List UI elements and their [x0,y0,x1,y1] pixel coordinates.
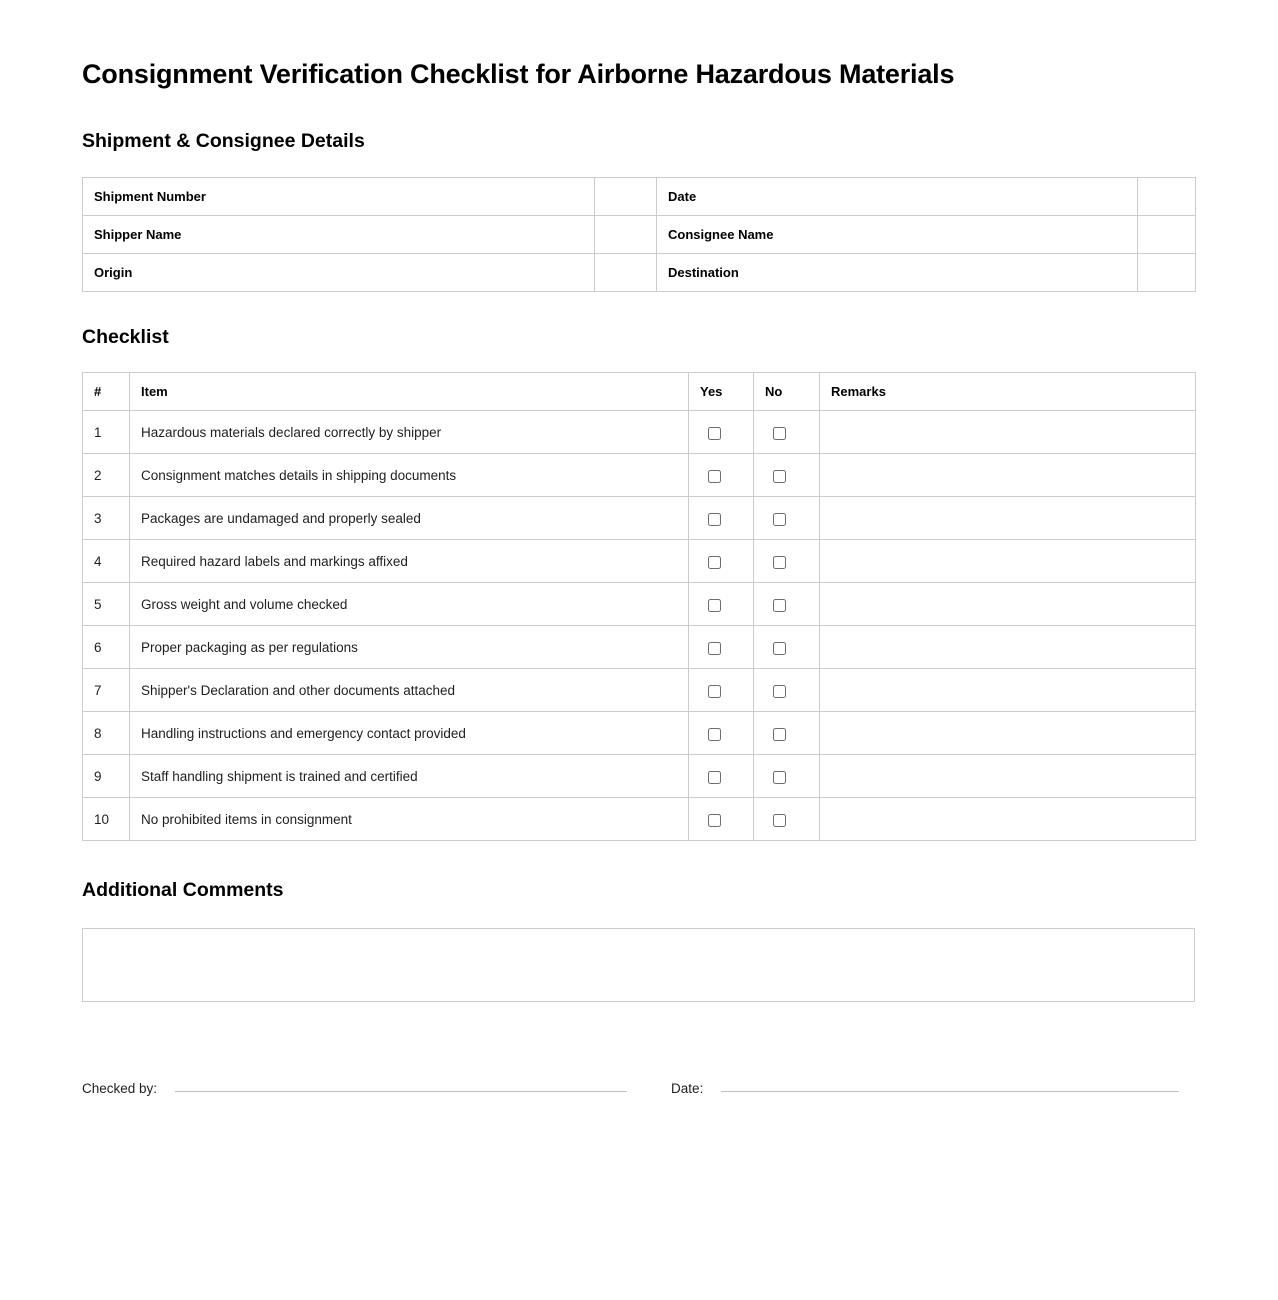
checklist-row-yes-cell [689,497,754,540]
checklist-table [82,372,1196,841]
checklist-row-no-cell [754,497,820,540]
checkbox-yes[interactable] [708,513,721,526]
column-header-no: No [754,373,820,411]
checkbox-yes[interactable] [708,771,721,784]
checklist-row-yes-cell [689,712,754,755]
column-header-number: # [83,373,130,411]
checklist-row-no-cell [754,798,820,841]
shipment-details-table [82,177,1196,292]
checkbox-yes[interactable] [708,427,721,440]
checklist-row-no-cell [754,712,820,755]
destination-label: Destination [657,253,1138,291]
checklist-row-yes-cell [689,454,754,497]
checklist-row-number: 4 [83,540,130,583]
checklist-row-no-cell [754,755,820,798]
checklist-row-number: 9 [83,755,130,798]
checkbox-yes[interactable] [708,599,721,612]
signature-date-input[interactable] [721,1091,1179,1092]
checklist-row-item: Handling instructions and emergency contact provided [130,712,689,755]
table-row [83,540,1196,583]
checklist-row-yes-cell [689,626,754,669]
shipper-name-label: Shipper Name [83,215,595,253]
checkbox-no[interactable] [773,470,786,483]
checklist-row-item: Hazardous materials declared correctly by shipper [130,411,689,454]
comments-section-heading: Additional Comments [82,879,284,902]
checklist-row-yes-cell [689,798,754,841]
page-title: Consignment Verification Checklist for Airborne Hazardous Materials [82,59,955,89]
checklist-row-no-cell [754,540,820,583]
table-row [83,798,1196,841]
checkbox-no[interactable] [773,728,786,741]
shipment-number-value[interactable] [595,177,657,215]
checkbox-yes[interactable] [708,814,721,827]
checklist-row-item: Packages are undamaged and properly sealed [130,497,689,540]
checklist-row-number: 2 [83,454,130,497]
checkbox-yes[interactable] [708,470,721,483]
checklist-row-number: 6 [83,626,130,669]
consignee-name-label: Consignee Name [657,215,1138,253]
checkbox-yes[interactable] [708,728,721,741]
checklist-row-remarks[interactable] [820,798,1196,841]
checklist-row-no-cell [754,583,820,626]
checklist-row-remarks[interactable] [820,755,1196,798]
table-row [83,583,1196,626]
checklist-row-item: Required hazard labels and markings affixed [130,540,689,583]
checklist-row-yes-cell [689,540,754,583]
table-row [83,253,1196,291]
signature-date-label: Date: [671,1080,704,1096]
checked-by-input[interactable] [175,1091,627,1092]
checklist-row-item: Proper packaging as per regulations [130,626,689,669]
checklist-row-remarks[interactable] [820,411,1196,454]
checklist-row-yes-cell [689,669,754,712]
checkbox-yes[interactable] [708,685,721,698]
column-header-yes: Yes [689,373,754,411]
checklist-table-body [83,411,1196,841]
origin-label: Origin [83,253,595,291]
checkbox-no[interactable] [773,599,786,612]
checkbox-no[interactable] [773,771,786,784]
destination-value[interactable] [1138,253,1196,291]
table-row [83,669,1196,712]
checklist-row-item: Consignment matches details in shipping documents [130,454,689,497]
checklist-row-yes-cell [689,755,754,798]
signature-footer [82,1082,1195,1096]
consignee-name-value[interactable] [1138,215,1196,253]
table-row [83,712,1196,755]
checked-by-label: Checked by: [82,1080,158,1096]
table-row [83,454,1196,497]
checkbox-yes[interactable] [708,556,721,569]
table-row [83,177,1196,215]
checklist-row-number: 10 [83,798,130,841]
checkbox-no[interactable] [773,427,786,440]
checklist-table-head [83,373,1196,411]
checklist-row-item: Gross weight and volume checked [130,583,689,626]
checklist-row-remarks[interactable] [820,712,1196,755]
checkbox-no[interactable] [773,642,786,655]
checklist-row-remarks[interactable] [820,540,1196,583]
shipper-name-value[interactable] [595,215,657,253]
checkbox-no[interactable] [773,814,786,827]
checkbox-yes[interactable] [708,642,721,655]
table-row [83,755,1196,798]
checklist-row-item: No prohibited items in consignment [130,798,689,841]
checklist-row-remarks[interactable] [820,583,1196,626]
checklist-row-no-cell [754,454,820,497]
checklist-row-remarks[interactable] [820,669,1196,712]
checklist-row-remarks[interactable] [820,497,1196,540]
checklist-row-item: Staff handling shipment is trained and certified [130,755,689,798]
checklist-row-no-cell [754,626,820,669]
shipment-number-label: Shipment Number [83,177,595,215]
table-row [83,626,1196,669]
checklist-row-number: 7 [83,669,130,712]
table-row [83,215,1196,253]
table-row [83,497,1196,540]
table-header-row [83,373,1196,411]
date-label: Date [657,177,1138,215]
checklist-row-yes-cell [689,411,754,454]
checklist-row-number: 1 [83,411,130,454]
checkbox-no[interactable] [773,513,786,526]
checklist-row-number: 3 [83,497,130,540]
column-header-item: Item [130,373,689,411]
checkbox-no[interactable] [773,685,786,698]
checklist-row-item: Shipper's Declaration and other documents attached [130,669,689,712]
table-row [83,411,1196,454]
checklist-row-number: 8 [83,712,130,755]
checklist-row-remarks[interactable] [820,626,1196,669]
additional-comments-input[interactable] [82,928,1195,1002]
checklist-row-remarks[interactable] [820,454,1196,497]
shipment-section-heading: Shipment & Consignee Details [82,130,365,153]
checklist-row-number: 5 [83,583,130,626]
checklist-section-heading: Checklist [82,325,169,348]
column-header-remarks: Remarks [820,373,1196,411]
checklist-row-yes-cell [689,583,754,626]
shipment-details-body [83,177,1196,291]
origin-value[interactable] [595,253,657,291]
date-value[interactable] [1138,177,1196,215]
checklist-row-no-cell [754,669,820,712]
checklist-row-no-cell [754,411,820,454]
checkbox-no[interactable] [773,556,786,569]
